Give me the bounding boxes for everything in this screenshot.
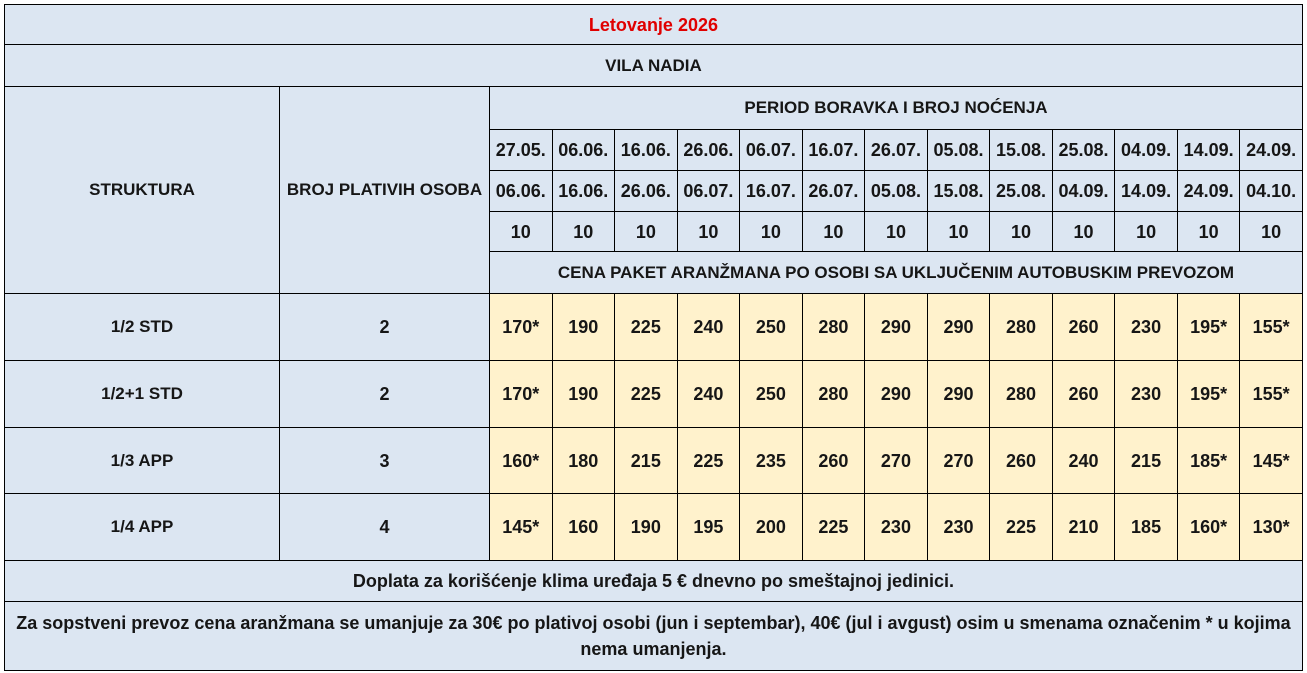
period-start-date: 04.09. [1115,130,1178,171]
period-end-date: 06.07. [677,171,740,212]
price-cell: 230 [865,494,928,561]
paying-persons-cell: 3 [280,428,490,494]
nights-count: 10 [677,212,740,252]
period-end-date: 16.06. [552,171,615,212]
title-row [5,5,1303,45]
price-cell: 155* [1240,361,1303,428]
period-end-date: 25.08. [990,171,1053,212]
table-notes [5,561,1303,671]
price-cell: 240 [677,361,740,428]
period-end-date: 06.06. [490,171,553,212]
period-start-date: 25.08. [1052,130,1115,171]
price-cell: 270 [865,428,928,494]
air-conditioning-note: Doplata za korišćenje klima uređaja 5 € dnevno po smeštajnoj jedinici. [5,561,1303,602]
price-cell: 190 [615,494,678,561]
price-caption: CENA PAKET ARANŽMANA PO OSOBI SA UKLJUČENIM AUTOBUSKIM PREVOZOM [490,252,1303,294]
price-cell: 240 [677,294,740,361]
property-row [5,45,1303,87]
period-start-date: 06.07. [740,130,803,171]
price-cell: 170* [490,361,553,428]
price-cell: 195 [677,494,740,561]
paying-persons-cell: 2 [280,361,490,428]
period-end-date: 24.09. [1177,171,1240,212]
period-end-date: 04.09. [1052,171,1115,212]
nights-count: 10 [990,212,1053,252]
nights-count: 10 [802,212,865,252]
price-cell: 290 [927,294,990,361]
price-cell: 195* [1177,294,1240,361]
price-cell: 215 [1115,428,1178,494]
period-start-date: 05.08. [927,130,990,171]
price-cell: 280 [802,361,865,428]
price-cell: 260 [990,428,1053,494]
air-conditioning-note-row [5,561,1303,602]
price-table [4,4,1303,671]
price-cell: 230 [1115,294,1178,361]
price-cell: 230 [927,494,990,561]
own-transport-note-row [5,602,1303,671]
period-end-date: 14.09. [1115,171,1178,212]
period-header-row [5,87,1303,130]
period-end-date: 04.10. [1240,171,1303,212]
table-row [5,361,1303,428]
price-cell: 280 [990,361,1053,428]
period-start-date: 24.09. [1240,130,1303,171]
price-cell: 225 [802,494,865,561]
own-transport-note: Za sopstveni prevoz cena aranžmana se umanjuje za 30€ po plativoj osobi (jun i septembar), 40€ (jul i avgust) osim u smenama označenim * u kojima nema umanjenja. [5,602,1303,671]
nights-count: 10 [615,212,678,252]
price-cell: 160* [490,428,553,494]
nights-count: 10 [865,212,928,252]
price-rows [5,294,1303,561]
price-cell: 280 [990,294,1053,361]
price-cell: 290 [865,361,928,428]
paying-persons-header: BROJ PLATIVIH OSOBA [280,87,490,294]
price-cell: 280 [802,294,865,361]
price-cell: 190 [552,361,615,428]
price-cell: 230 [1115,361,1178,428]
price-cell: 160 [552,494,615,561]
period-start-date: 26.07. [865,130,928,171]
price-cell: 260 [1052,294,1115,361]
period-end-date: 16.07. [740,171,803,212]
period-start-date: 27.05. [490,130,553,171]
period-end-date: 15.08. [927,171,990,212]
paying-persons-cell: 4 [280,494,490,561]
structure-cell: 1/4 APP [5,494,280,561]
period-end-date: 26.06. [615,171,678,212]
price-cell: 145* [1240,428,1303,494]
price-cell: 260 [802,428,865,494]
page-title: Letovanje 2026 [5,5,1303,45]
structure-cell: 1/3 APP [5,428,280,494]
price-cell: 240 [1052,428,1115,494]
price-cell: 270 [927,428,990,494]
table-row [5,294,1303,361]
table-row [5,494,1303,561]
structure-header: STRUKTURA [5,87,280,294]
table-row [5,428,1303,494]
price-cell: 290 [927,361,990,428]
paying-persons-cell: 2 [280,294,490,361]
structure-cell: 1/2 STD [5,294,280,361]
price-cell: 160* [1177,494,1240,561]
period-end-date: 05.08. [865,171,928,212]
price-cell: 185* [1177,428,1240,494]
price-cell: 250 [740,294,803,361]
period-start-date: 14.09. [1177,130,1240,171]
nights-count: 10 [1052,212,1115,252]
nights-count: 10 [1240,212,1303,252]
period-end-date: 26.07. [802,171,865,212]
period-start-date: 06.06. [552,130,615,171]
price-cell: 210 [1052,494,1115,561]
nights-count: 10 [1177,212,1240,252]
period-start-date: 16.07. [802,130,865,171]
price-cell: 225 [615,294,678,361]
nights-count: 10 [740,212,803,252]
price-cell: 225 [615,361,678,428]
price-cell: 225 [990,494,1053,561]
price-cell: 180 [552,428,615,494]
price-cell: 260 [1052,361,1115,428]
price-cell: 225 [677,428,740,494]
nights-count: 10 [927,212,990,252]
period-start-date: 15.08. [990,130,1053,171]
table-header [5,5,1303,294]
price-cell: 200 [740,494,803,561]
structure-cell: 1/2+1 STD [5,361,280,428]
price-cell: 235 [740,428,803,494]
nights-count: 10 [1115,212,1178,252]
price-cell: 250 [740,361,803,428]
property-name: VILA NADIA [5,45,1303,87]
price-cell: 195* [1177,361,1240,428]
price-cell: 185 [1115,494,1178,561]
period-header: PERIOD BORAVKA I BROJ NOĆENJA [490,87,1303,130]
price-cell: 155* [1240,294,1303,361]
nights-count: 10 [490,212,553,252]
price-cell: 130* [1240,494,1303,561]
price-cell: 145* [490,494,553,561]
price-cell: 170* [490,294,553,361]
nights-count: 10 [552,212,615,252]
price-cell: 190 [552,294,615,361]
period-start-date: 26.06. [677,130,740,171]
price-cell: 215 [615,428,678,494]
period-start-date: 16.06. [615,130,678,171]
price-cell: 290 [865,294,928,361]
